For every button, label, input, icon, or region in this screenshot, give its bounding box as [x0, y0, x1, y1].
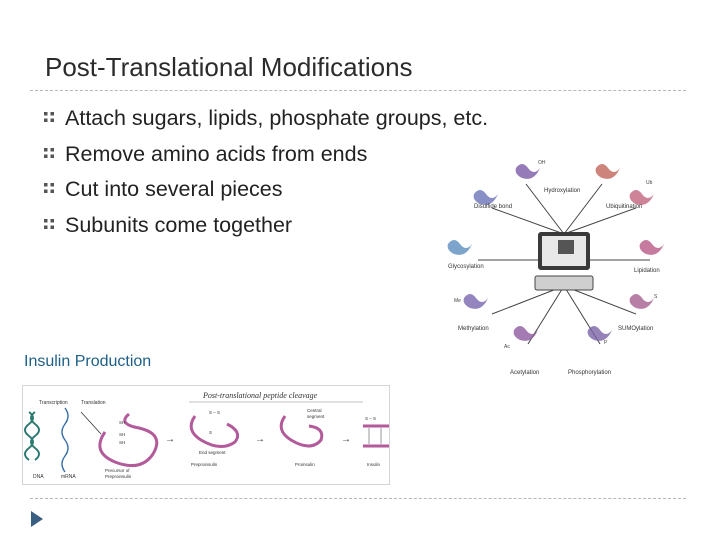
- arrow-3: →: [341, 434, 351, 445]
- insulin-production-label: Insulin Production: [24, 353, 152, 370]
- label-proinsulin: Proinsulin: [295, 462, 315, 467]
- label-sumoylation: SUMOylation: [618, 326, 654, 332]
- label-precursor2: Preproinsulin: [105, 474, 132, 479]
- bullet-icon: [44, 148, 54, 158]
- label-ubiquitination: Ubiquitination: [606, 204, 643, 210]
- diagram-header: Post-translational peptide cleavage: [203, 391, 318, 400]
- label-central-segment: Central: [307, 408, 322, 413]
- title-divider: [30, 90, 686, 91]
- label-translation: Translation: [81, 400, 106, 406]
- arrow-1: →: [165, 434, 175, 445]
- tag-p: P: [604, 340, 608, 346]
- label-central-segment2: segment: [307, 414, 325, 419]
- bullet-icon: [44, 112, 54, 122]
- footer-divider: [30, 498, 686, 499]
- label-mrna: mRNA: [61, 474, 76, 480]
- computer-icon: [535, 232, 593, 290]
- tag-oh: OH: [538, 160, 546, 166]
- slide-title: Post-Translational Modifications: [45, 52, 413, 82]
- bullet-text: Cut into several pieces: [65, 177, 283, 201]
- bullet-icon: [44, 219, 54, 229]
- bullet-text: Subunits come together: [65, 212, 293, 237]
- tag-ac: Ac: [504, 344, 510, 350]
- arrow-2: →: [255, 434, 265, 445]
- label-s: S: [209, 430, 213, 435]
- label-ss: S – S: [209, 410, 221, 415]
- bullet-icon: [44, 183, 54, 193]
- label-end-segment: End segment: [199, 450, 226, 455]
- bullet-text: Remove amino acids from ends: [65, 141, 368, 166]
- label-disulfide-bond: Disulfide bond: [474, 204, 513, 210]
- next-slide-arrow-icon[interactable]: [31, 511, 43, 527]
- label-dna: DNA: [33, 474, 44, 480]
- label-ss: S – S: [365, 416, 377, 421]
- label-methylation: Methylation: [458, 326, 489, 332]
- insulin-cleavage-diagram: [22, 385, 390, 485]
- label-transcription: Transcription: [39, 400, 68, 406]
- tag-ub: Ub: [646, 180, 653, 186]
- label-sh: SH: [119, 440, 126, 445]
- label-acetylation: Acetylation: [510, 370, 540, 376]
- label-lipidation: Lipidation: [634, 268, 660, 274]
- label-glycosylation: Glycosylation: [448, 264, 484, 270]
- label-sh: SH: [119, 420, 126, 425]
- label-preproinsulin: Preproinsulin: [191, 462, 218, 467]
- ptm-diagram: [434, 148, 694, 380]
- label-sh: SH: [119, 432, 126, 437]
- label-insulin: Insulin: [367, 462, 381, 467]
- tag-me: Me: [454, 298, 461, 304]
- tag-s: S: [654, 294, 658, 300]
- bullet-text: Attach sugars, lipids, phosphate groups, etc.: [65, 106, 489, 130]
- label-hydroxylation: Hydroxylation: [544, 188, 581, 194]
- label-phosphorylation: Phosphorylation: [568, 370, 612, 376]
- label-precursor: Precursor of: [105, 468, 130, 473]
